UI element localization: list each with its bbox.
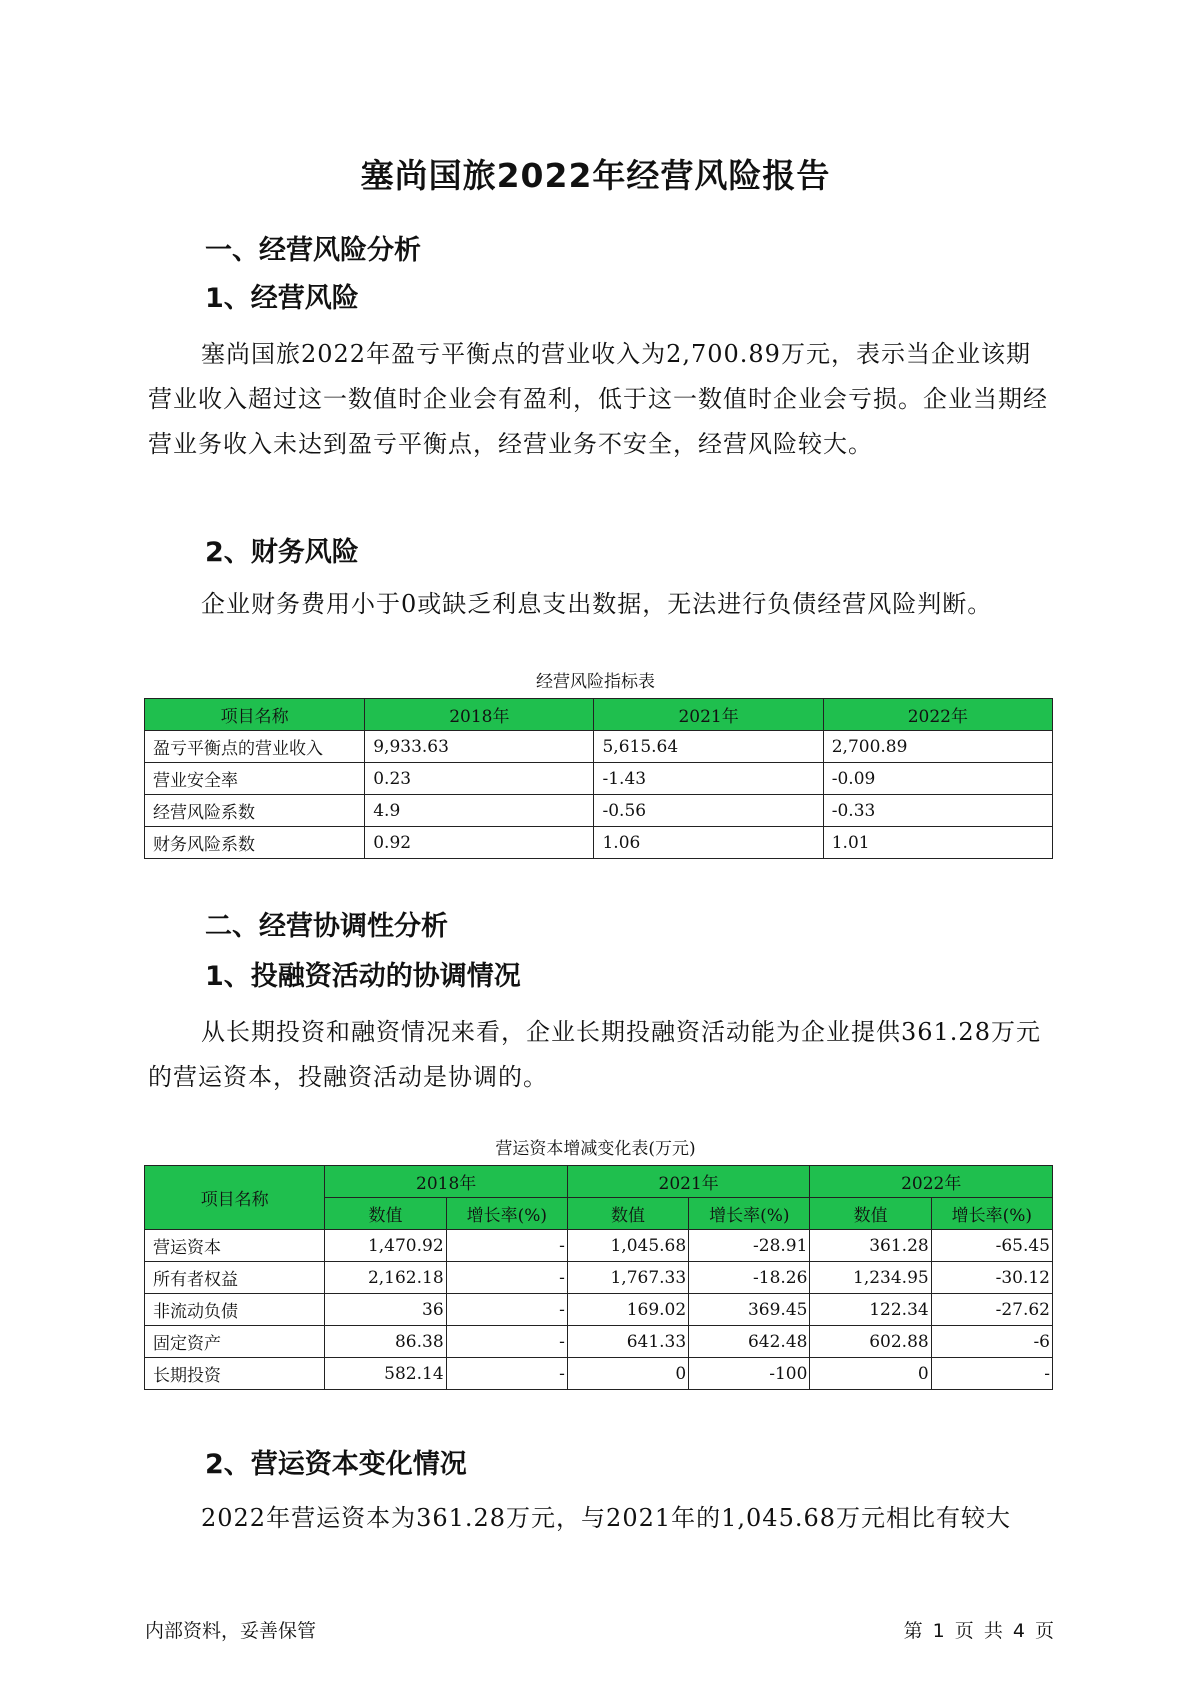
table-cell: -6	[931, 1326, 1052, 1358]
table-cell: 0.92	[365, 827, 594, 859]
table-header-cell: 数值	[810, 1198, 931, 1230]
table-header-row	[145, 699, 1053, 731]
table-cell: 1.06	[594, 827, 823, 859]
table-row	[145, 1294, 1053, 1326]
table-cell: 固定资产	[145, 1326, 325, 1358]
table-header-cell: 2022年	[823, 699, 1052, 731]
section1-sub2-paragraph: 企业财务费用小于0或缺乏利息支出数据，无法进行负债经营风险判断。	[201, 590, 993, 618]
section2-sub2-paragraph: 2022年营运资本为361.28万元，与2021年的1,045.68万元相比有较大	[201, 1504, 1012, 1532]
table-cell: -	[446, 1358, 567, 1390]
table-header-cell: 2022年	[810, 1166, 1053, 1198]
table-cell: -30.12	[931, 1262, 1052, 1294]
table-cell: -0.56	[594, 795, 823, 827]
table-cell: -1.43	[594, 763, 823, 795]
table-row	[145, 795, 1053, 827]
table-cell: 86.38	[325, 1326, 446, 1358]
table-cell: 602.88	[810, 1326, 931, 1358]
section1-heading: 一、经营风险分析	[205, 235, 421, 266]
section2-sub2-heading: 2、营运资本变化情况	[205, 1449, 467, 1480]
table-header-cell: 2018年	[325, 1166, 568, 1198]
table-row	[145, 763, 1053, 795]
table-cell: -	[446, 1294, 567, 1326]
section1-sub1-paragraph: 塞尚国旅2022年盈亏平衡点的营业收入为2,700.89万元，表示当企业该期营业收入超过这一数值时企业会有盈利，低于这一数值时企业会亏损。企业当期经营业务收入未达到盈亏平衡点，经营业务不安全，经营风险较大。	[148, 340, 1048, 458]
table-cell: 36	[325, 1294, 446, 1326]
working-capital-table	[144, 1165, 1053, 1390]
footer-page-number: 第 1 页 共 4 页	[903, 1620, 1054, 1642]
table-cell: 369.45	[689, 1294, 810, 1326]
table-header-cell: 项目名称	[145, 1166, 325, 1230]
table-cell: 1,767.33	[567, 1262, 688, 1294]
table-header-cell: 数值	[325, 1198, 446, 1230]
table-header-cell: 2018年	[365, 699, 594, 731]
table-cell: 0	[567, 1358, 688, 1390]
table-cell: 2,162.18	[325, 1262, 446, 1294]
table-cell: 642.48	[689, 1326, 810, 1358]
table-row	[145, 1358, 1053, 1390]
table-cell: -	[446, 1230, 567, 1262]
table-cell: 122.34	[810, 1294, 931, 1326]
table-cell: -100	[689, 1358, 810, 1390]
table-cell: -0.09	[823, 763, 1052, 795]
table-cell: 1,234.95	[810, 1262, 931, 1294]
report-title: 塞尚国旅2022年经营风险报告	[360, 156, 831, 195]
table-header-cell: 项目名称	[145, 699, 365, 731]
table-row	[145, 1326, 1053, 1358]
table-cell: 5,615.64	[594, 731, 823, 763]
table-cell: 0	[810, 1358, 931, 1390]
table-header-cell: 增长率(%)	[689, 1198, 810, 1230]
table-cell: 9,933.63	[365, 731, 594, 763]
table-cell: -28.91	[689, 1230, 810, 1262]
table-row	[145, 1262, 1053, 1294]
table2-caption: 营运资本增减变化表(万元)	[495, 1139, 696, 1159]
table-cell: 582.14	[325, 1358, 446, 1390]
table-header-cell: 2021年	[567, 1166, 810, 1198]
section1-sub2-heading: 2、财务风险	[205, 537, 359, 568]
table-cell: 非流动负债	[145, 1294, 325, 1326]
table-cell: 1.01	[823, 827, 1052, 859]
table-cell: -27.62	[931, 1294, 1052, 1326]
table-header-row	[145, 1166, 1053, 1198]
table-cell: 1,045.68	[567, 1230, 688, 1262]
section2-sub1-paragraph: 从长期投资和融资情况来看，企业长期投融资活动能为企业提供361.28万元的营运资本，投融资活动是协调的。	[148, 1018, 1041, 1091]
table-row	[145, 731, 1053, 763]
table-header-cell: 数值	[567, 1198, 688, 1230]
table-header-cell: 增长率(%)	[931, 1198, 1052, 1230]
table-cell: 盈亏平衡点的营业收入	[145, 731, 365, 763]
section1-sub1-heading: 1、经营风险	[205, 283, 359, 314]
table-cell: -65.45	[931, 1230, 1052, 1262]
table-row	[145, 1230, 1053, 1262]
table-cell: 营业安全率	[145, 763, 365, 795]
table1-caption: 经营风险指标表	[536, 672, 655, 692]
table-cell: 4.9	[365, 795, 594, 827]
table-cell: -	[931, 1358, 1052, 1390]
footer-confidential-note: 内部资料，妥善保管	[145, 1620, 317, 1642]
table-cell: -0.33	[823, 795, 1052, 827]
table-cell: 长期投资	[145, 1358, 325, 1390]
table-header-cell: 2021年	[594, 699, 823, 731]
table-cell: 营运资本	[145, 1230, 325, 1262]
table-cell: -	[446, 1326, 567, 1358]
table-cell: 所有者权益	[145, 1262, 325, 1294]
table-cell: -	[446, 1262, 567, 1294]
table-cell: -18.26	[689, 1262, 810, 1294]
table-row	[145, 827, 1053, 859]
table-cell: 1,470.92	[325, 1230, 446, 1262]
section2-heading: 二、经营协调性分析	[205, 911, 448, 942]
table-cell: 361.28	[810, 1230, 931, 1262]
table-cell: 0.23	[365, 763, 594, 795]
table-header-cell: 增长率(%)	[446, 1198, 567, 1230]
table-cell: 财务风险系数	[145, 827, 365, 859]
risk-indicator-table	[144, 698, 1053, 859]
table-cell: 2,700.89	[823, 731, 1052, 763]
table-cell: 经营风险系数	[145, 795, 365, 827]
table-cell: 169.02	[567, 1294, 688, 1326]
section2-sub1-heading: 1、投融资活动的协调情况	[205, 961, 521, 992]
table-cell: 641.33	[567, 1326, 688, 1358]
